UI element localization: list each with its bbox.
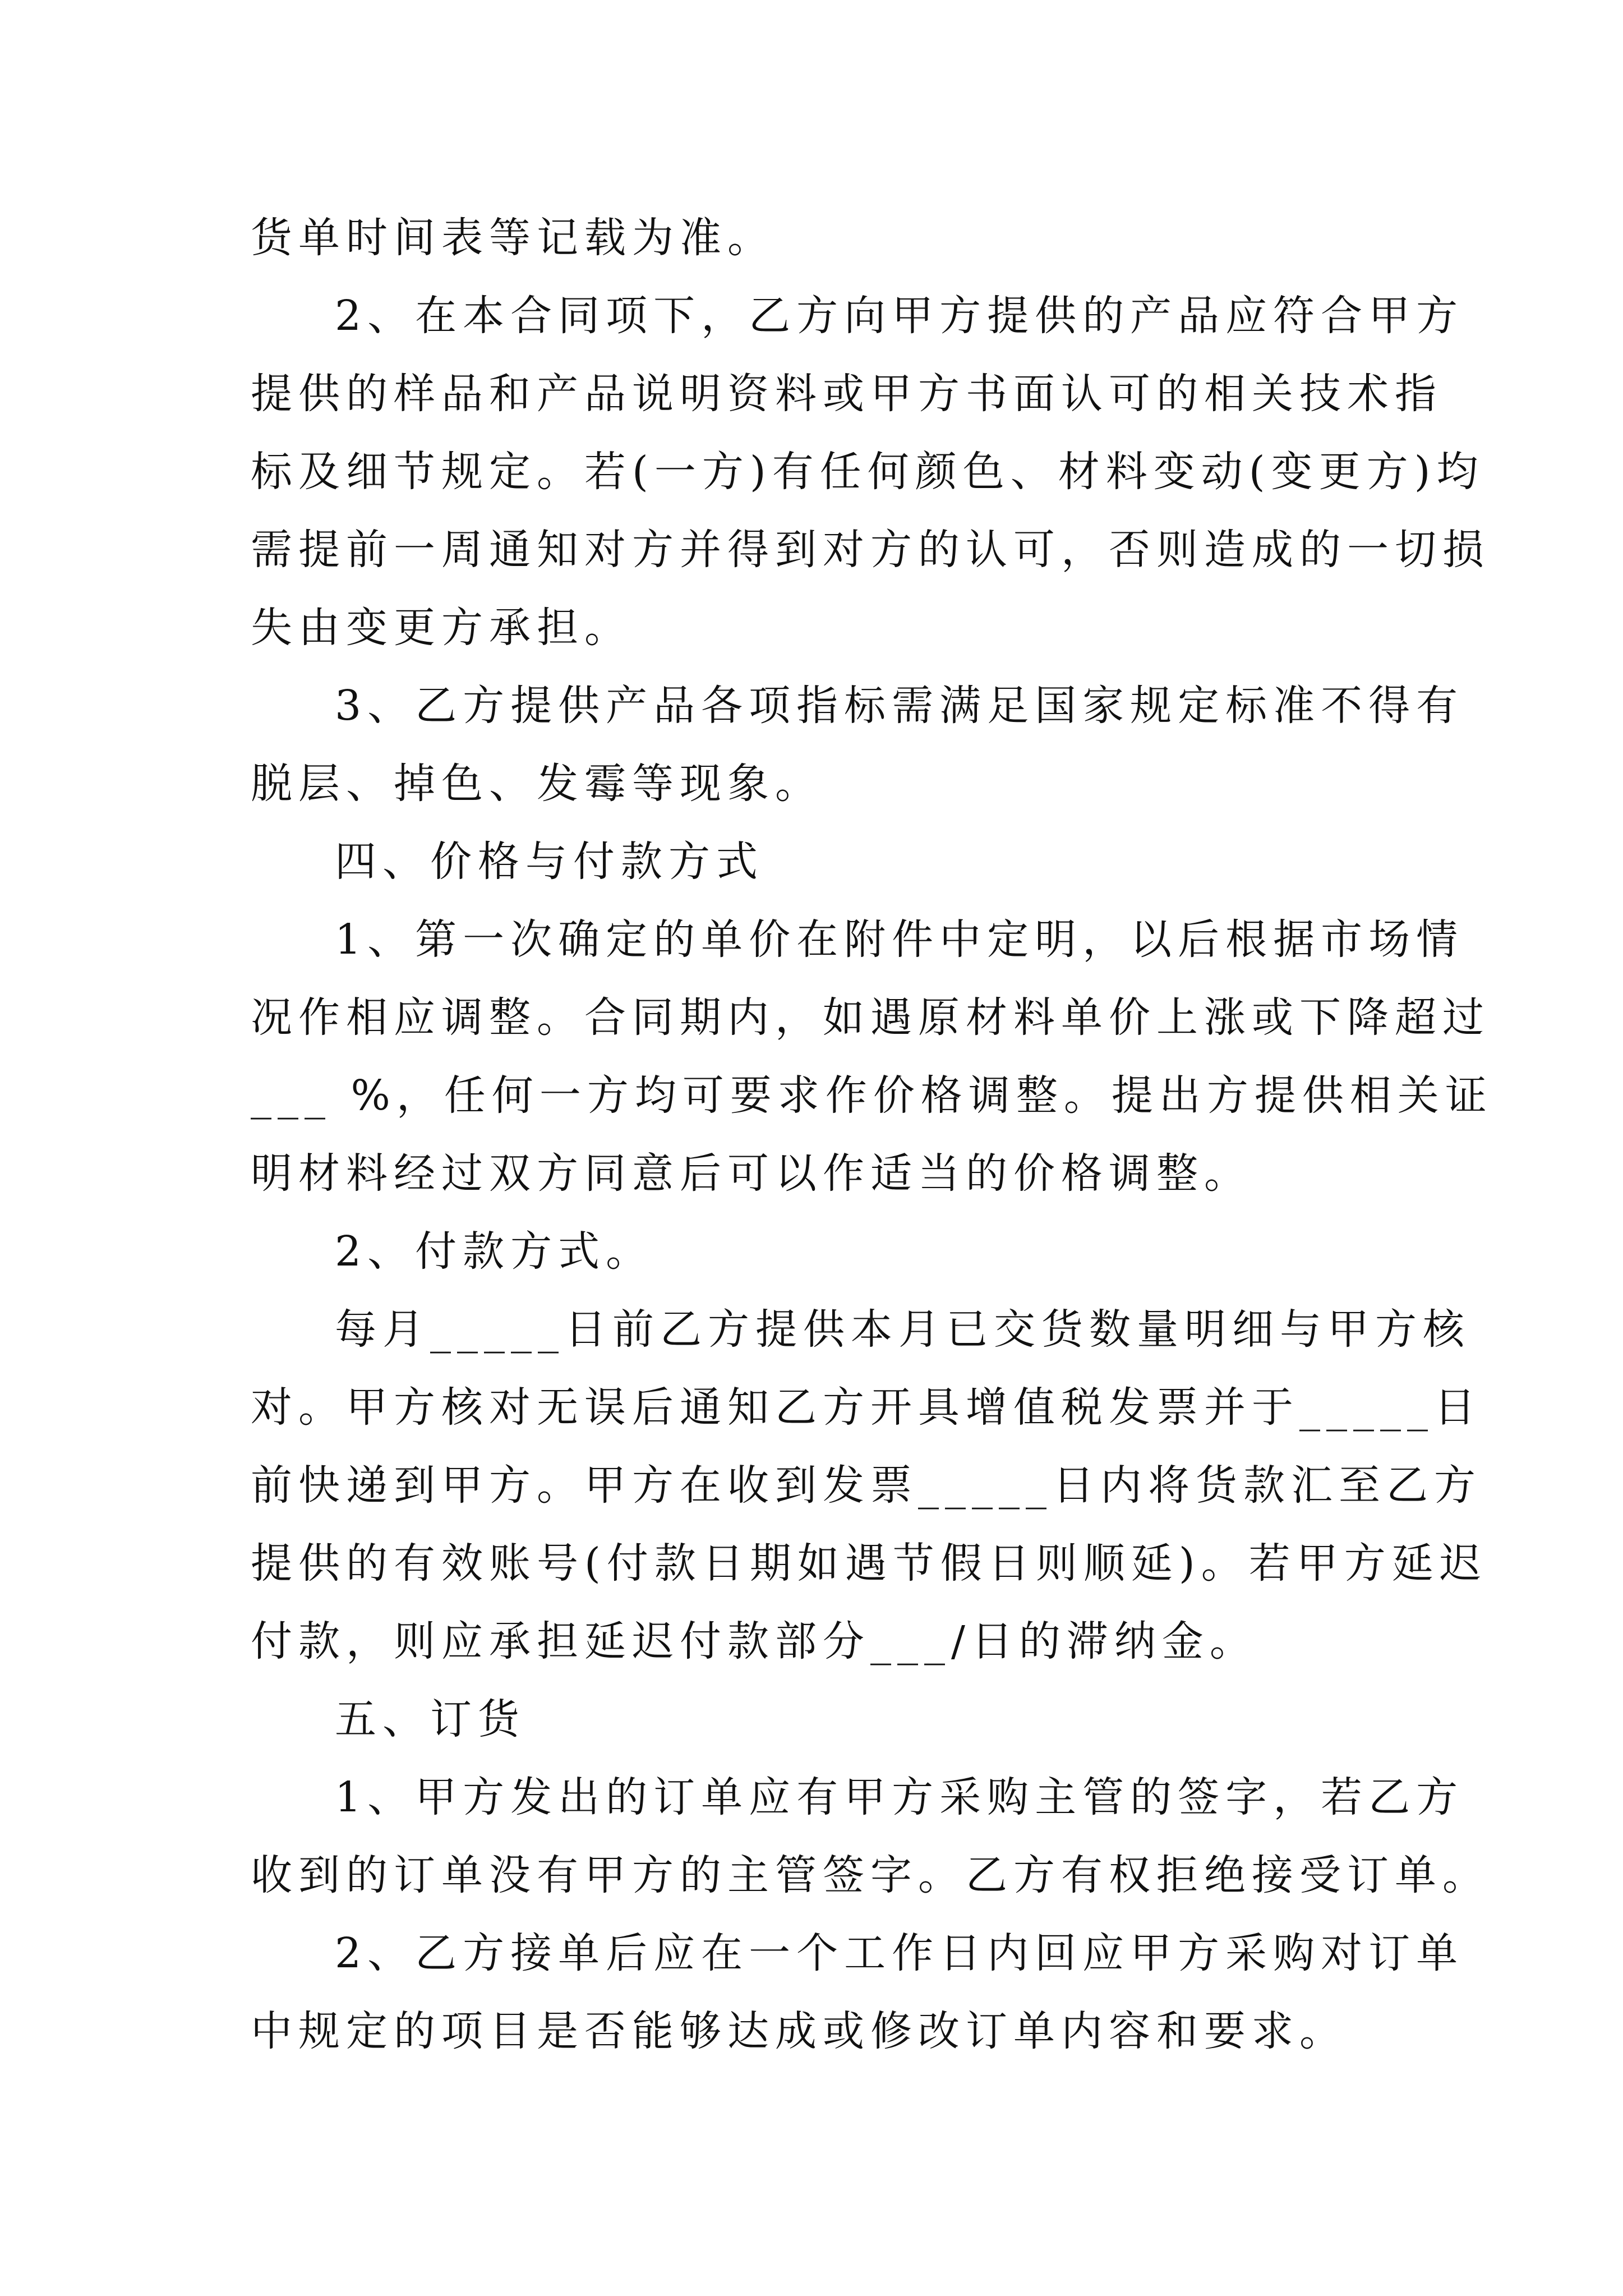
text-line: 提供的样品和产品说明资料或甲方书面认可的相关技术指 bbox=[251, 370, 1442, 418]
section-heading: 四、价格与付款方式 bbox=[335, 838, 764, 886]
text-line: 2、乙方接单后应在一个工作日内回应甲方采购对订单 bbox=[335, 1929, 1464, 1977]
text-line: 2、在本合同项下，乙方向甲方提供的产品应符合甲方 bbox=[335, 292, 1464, 340]
text-line: 2、付款方式。 bbox=[335, 1227, 654, 1276]
contract-text bbox=[251, 199, 1493, 2070]
text-line: 况作相应调整。合同期内，如遇原材料单价上涨或下降超过 bbox=[251, 993, 1490, 1042]
text-line: 1、第一次确定的单价在附件中定明，以后根据市场情 bbox=[335, 915, 1464, 964]
text-line: 货单时间表等记载为准。 bbox=[251, 214, 775, 262]
text-line: 付款，则应承担延迟付款部分___/日的滞纳金。 bbox=[251, 1617, 1257, 1665]
text-line: 1、甲方发出的订单应有甲方采购主管的签字，若乙方 bbox=[335, 1773, 1464, 1821]
text-line: 3、乙方提供产品各项指标需满足国家规定标准不得有 bbox=[335, 682, 1464, 730]
text-line: 明材料经过双方同意后可以作适当的价格调整。 bbox=[251, 1149, 1252, 1198]
text-line: 收到的订单没有甲方的主管签字。乙方有权拒绝接受订单。 bbox=[251, 1851, 1490, 1899]
text-line: 标及细节规定。若(一方)有任何颜色、材料变动(变更方)均 bbox=[251, 448, 1484, 496]
text-line: ___ %，任何一方均可要求作价格调整。提出方提供相关证 bbox=[251, 1071, 1493, 1120]
text-line: 对。甲方核对无误后通知乙方开具增值税发票并于_____日 bbox=[251, 1383, 1482, 1432]
text-line: 脱层、掉色、发霉等现象。 bbox=[251, 760, 823, 808]
section-heading: 五、订货 bbox=[335, 1695, 525, 1743]
text-line: 提供的有效账号(付款日期如遇节假日则顺延)。若甲方延迟 bbox=[251, 1539, 1487, 1588]
text-line: 每月_____日前乙方提供本月已交货数量明细与甲方核 bbox=[335, 1305, 1470, 1354]
text-line: 中规定的项目是否能够达成或修改订单内容和要求。 bbox=[251, 2007, 1347, 2055]
text-line: 需提前一周通知对方并得到对方的认可，否则造成的一切损 bbox=[251, 526, 1490, 574]
text-line: 前快递到甲方。甲方在收到发票_____日内将货款汇至乙方 bbox=[251, 1461, 1482, 1510]
text-line: 失由变更方承担。 bbox=[251, 604, 632, 652]
